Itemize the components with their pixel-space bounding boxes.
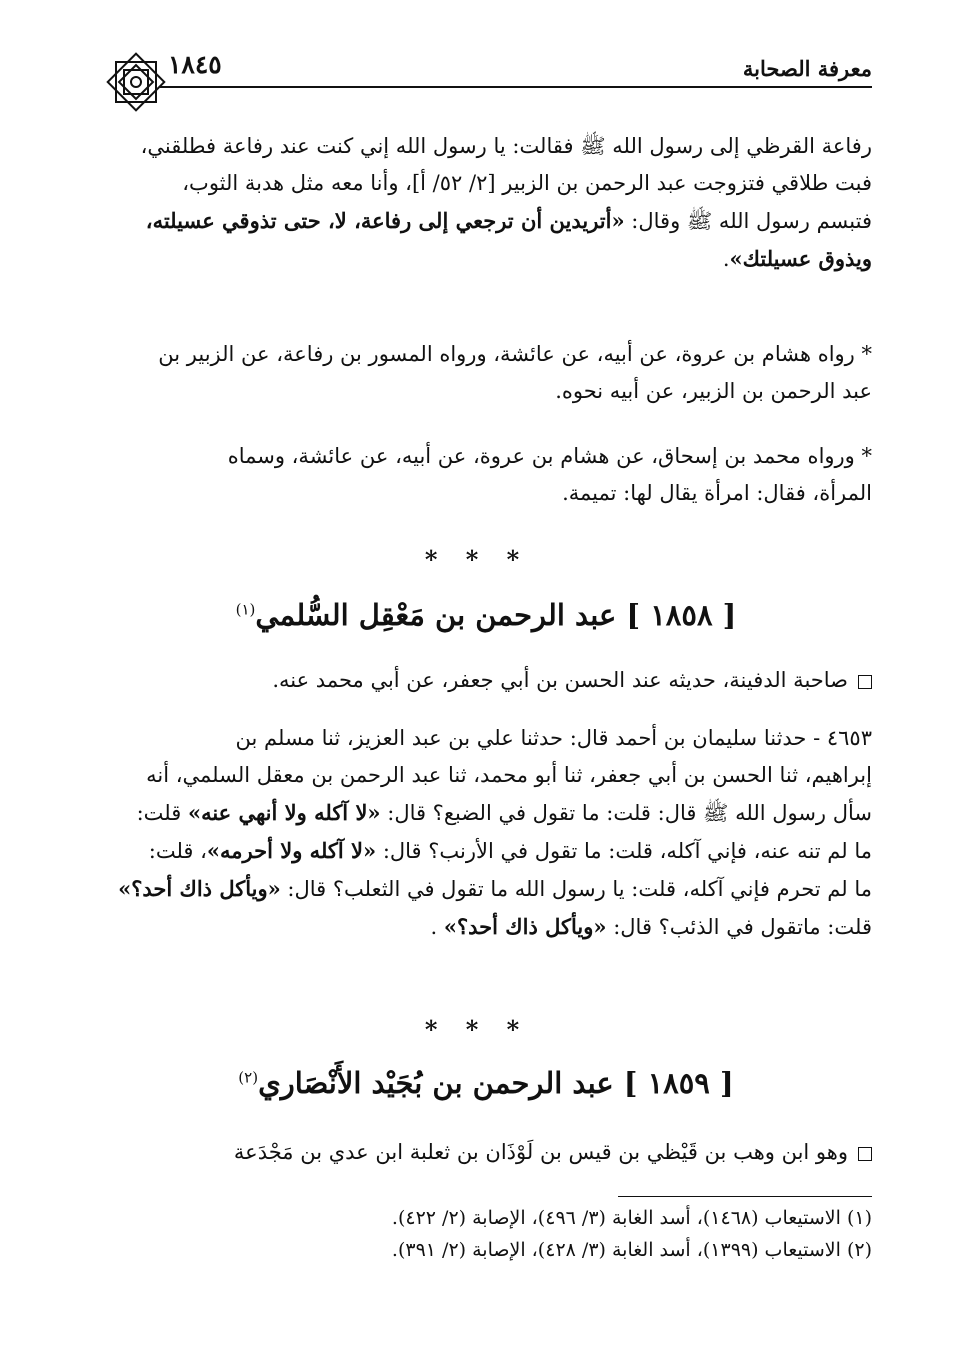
text-line: إبراهيم، ثنا الحسن بن أبي جعفر، ثنا أبو محمد، ثنا عبد الرحمن بن معقل السلمي، أنه bbox=[146, 763, 872, 787]
text-line: ما لم تنه عنه، فإني آكله، قلت: ما تقول في الأرنب؟ قال: «لا آكله ولا أحرمه»، قلت: bbox=[148, 838, 872, 863]
square-bullet-icon bbox=[858, 675, 872, 689]
text-line: ويذوق عسيلتك». bbox=[722, 246, 872, 271]
text-line: ٤٦٥٣ - حدثنا سليمان بن أحمد قال: حدثنا علي بن عبد العزيز، ثنا مسلم بن bbox=[235, 726, 872, 750]
entry-heading-1858: [ ١٨٥٨ ] عبد الرحمن بن مَعْقِل السُّلمي$^{(١)}$ bbox=[235, 598, 737, 632]
paragraph-narration-hisham bbox=[100, 336, 872, 410]
text-line: قلت: ماتقول في الذئب؟ قال: «ويأكل ذاك أحد؟» . bbox=[430, 914, 872, 939]
text-line: فتبسم رسول الله ﷺ وقال: «أتريدين أن ترجعي إلى رفاعة، لا، حتى تذوقي عسيلته، bbox=[145, 208, 872, 233]
text-line: رفاعة القرظي إلى رسول الله ﷺ فقالت: يا رسول الله إني كنت عند رفاعة فطلقني، bbox=[140, 134, 872, 158]
entry-1858-intro: صاحبة الدفينة، حديثه عند الحسن بن أبي جعفر، عن أبي محمد عنه. bbox=[100, 662, 872, 699]
entry-heading-1859: [ ١٨٥٩ ] عبد الرحمن بن بُجَيْد الأَنْصَاري$^{(٢)}$ bbox=[238, 1066, 734, 1100]
section-separator: * * * bbox=[424, 1015, 530, 1044]
running-title: معرفة الصحابة bbox=[742, 56, 872, 81]
octagonal-star-ornament-icon bbox=[102, 48, 170, 116]
footnotes bbox=[100, 1202, 872, 1266]
text-line: ما لم تحرم فإني آكله، قلت: يا رسول الله ما تقول في الثعلب؟ قال: «ويأكل ذاك أحد؟» bbox=[118, 876, 872, 901]
hadith-quote: «لا آكله ولا أحرمه» bbox=[206, 838, 377, 863]
hadith-quote: «لا آكله ولا أنهي عنه» bbox=[187, 800, 381, 825]
text-line: * ورواه محمد بن إسحاق، عن هشام بن عروة، عن أبيه، عن عائشة، وسماه bbox=[227, 444, 872, 468]
paragraph-narration-ishaq bbox=[100, 438, 872, 512]
entry-1859-intro: وهو ابن وهب بن قَيْظي بن قيس بن لَوْذَان بن ثعلبة ابن عدي بن مَجْدَعة bbox=[100, 1134, 872, 1171]
footnote-marker: (١) bbox=[235, 600, 256, 619]
header-divider bbox=[160, 86, 872, 88]
hadith-quote: «ويأكل ذاك أحد؟» bbox=[443, 914, 607, 939]
text-line: * رواه هشام بن عروة، عن أبيه، عن عائشة، ورواه المسور بن رفاعة، عن الزبير بن bbox=[158, 342, 872, 366]
text-line: عبد الرحمن بن الزبير، عن أبيه نحوه. bbox=[555, 379, 872, 403]
text-line: فبت طلاقي فتزوجت عبد الرحمن بن الزبير [٢/ ٥٢/ أ]، وأنا معه مثل هدبة الثوب، bbox=[182, 171, 872, 195]
footnote-divider bbox=[618, 1196, 872, 1197]
hadith-quote: ويذوق عسيلتك» bbox=[729, 246, 872, 271]
hadith-4653 bbox=[100, 720, 872, 946]
footnote-marker: (٢) bbox=[238, 1068, 259, 1087]
text-line: سأل رسول الله ﷺ قال: قلت: ما تقول في الضبع؟ قال: «لا آكله ولا أنهي عنه» قلت: bbox=[136, 800, 872, 825]
hadith-quote: «ويأكل ذاك أحد؟» bbox=[118, 876, 281, 901]
footnote-2: (٢) الاستيعاب (١٣٩٩)، أسد الغابة (٣/ ٤٢٨)، الإصابة (٢/ ٣٩١). bbox=[391, 1239, 872, 1261]
hadith-quote: «أتريدين أن ترجعي إلى رفاعة، لا، حتى تذوقي عسيلته، bbox=[145, 208, 625, 233]
page-number: ١٨٤٥ bbox=[168, 50, 222, 79]
section-separator: * * * bbox=[424, 545, 530, 574]
paragraph-rifaa bbox=[100, 128, 872, 278]
footnote-1: (١) الاستيعاب (١٤٦٨)، أسد الغابة (٣/ ٤٩٦)، الإصابة (٢/ ٤٢٢). bbox=[391, 1207, 872, 1229]
square-bullet-icon bbox=[858, 1147, 872, 1161]
text-line: المرأة، فقال: امرأة يقال لها: تميمة. bbox=[562, 481, 872, 505]
